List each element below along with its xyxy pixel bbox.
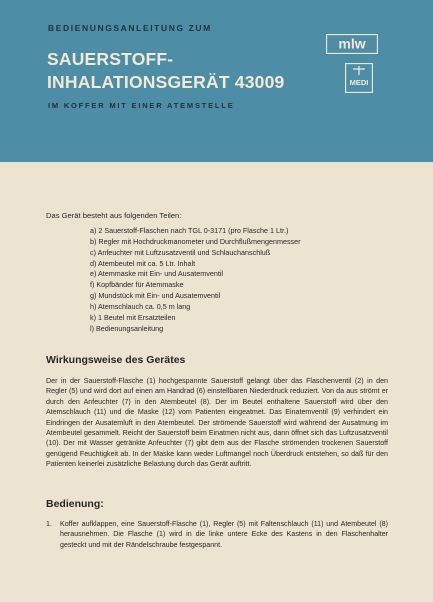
- list-item: d) Atembeutel mit ca. 5 Ltr. Inhalt: [90, 258, 196, 268]
- list-item: b) Regler mit Hochdruckmanometer und Durchflußmengenmesser: [90, 236, 301, 246]
- list-item: c) Anfeuchter mit Luftzusatzventil und Schlauchanschluß: [90, 247, 271, 257]
- parts-intro: Das Gerät besteht aus folgenden Teilen:: [46, 211, 182, 220]
- header-subtitle: IM KOFFER MIT EINER ATEMSTELLE: [48, 101, 235, 110]
- section-heading-function: Wirkungsweise des Gerätes: [46, 354, 186, 366]
- medi-logo: [345, 63, 373, 93]
- title-line-2: INHALATIONSGERÄT 43009: [47, 72, 285, 92]
- operation-step: [46, 519, 388, 550]
- medi-logo-text: MEDI: [349, 78, 369, 87]
- mlw-logo-text: mlw: [338, 35, 366, 52]
- document-title: [47, 48, 284, 94]
- header-kicker: BEDIENUNGSANLEITUNG ZUM: [48, 23, 212, 33]
- section-heading-operation: Bedienung:: [46, 498, 104, 510]
- list-item: a) 2 Sauerstoff-Flaschen nach TGL 0-3171 (pro Flasche 1 Ltr.): [90, 226, 289, 235]
- list-item: f) Kopfbänder für Atemmaske: [90, 280, 184, 290]
- list-item: k) 1 Beutel mit Ersatzteilen: [90, 312, 176, 322]
- step-number: 1.: [46, 520, 52, 528]
- function-paragraph: Der in der Sauerstoff-Flasche (1) hochgespannte Sauerstoff gelangt über das Flaschenventil (2) in den Regler (5) und wird dort auf einen am Handrad (6) einstellbaren Niederdruck reduziert. Von da aus strömt er durch den Anfeuchter (7) in den Atembeutel (8). Der im Beutel enthaltene Sauerstoff wird über den Atemschlauch (11) und die Maske (12) vom Patienten eingeatmet. Das Einatemventil (9) verhindert ein Eindringen der Ausatemluft in den Atembeutel. Der strömende Sauerstoff wird während der Ausatmung im Atembeutel gesammelt. Reicht der Sauerstoff beim Einatmen nicht aus, dann öffnet sich das Luftzusatzventil (10). Der mit Wasser getränkte Anfeuchter (7) gibt dem aus der Flasche strömenden trockenen Sauerstoff genügend Feuchtigkeit ab. In der Maske kann weder Luftmangel noch Überdruck entstehen, so daß für den Patienten keinerlei zusätzliche Belastung durch das Gerät auftritt.: [46, 377, 388, 469]
- list-item: h) Atemschlauch ca. 0,5 m lang: [90, 301, 191, 311]
- list-item: g) Mundstück mit Ein- und Ausatemventil: [90, 291, 221, 301]
- list-item: l) Bedienungsanleitung: [90, 323, 164, 333]
- header-band: [0, 0, 433, 162]
- parts-list: [90, 226, 301, 334]
- title-line-1: SAUERSTOFF-: [47, 49, 174, 69]
- list-item: e) Atemmaske mit Ein- und Ausatemventil: [90, 269, 224, 279]
- mlw-logo: [326, 34, 378, 54]
- step-text: Koffer aufklappen, eine Sauerstoff-Flasche (1), Regler (5) mit Faltenschlauch (11) und Atembeutel (8) herausnehmen. Die Flasche (1) wird in die linke untere Ecke des Kastens in den Flaschenhalter gesteckt und mit der Rändelschraube festgespannt.: [60, 520, 388, 549]
